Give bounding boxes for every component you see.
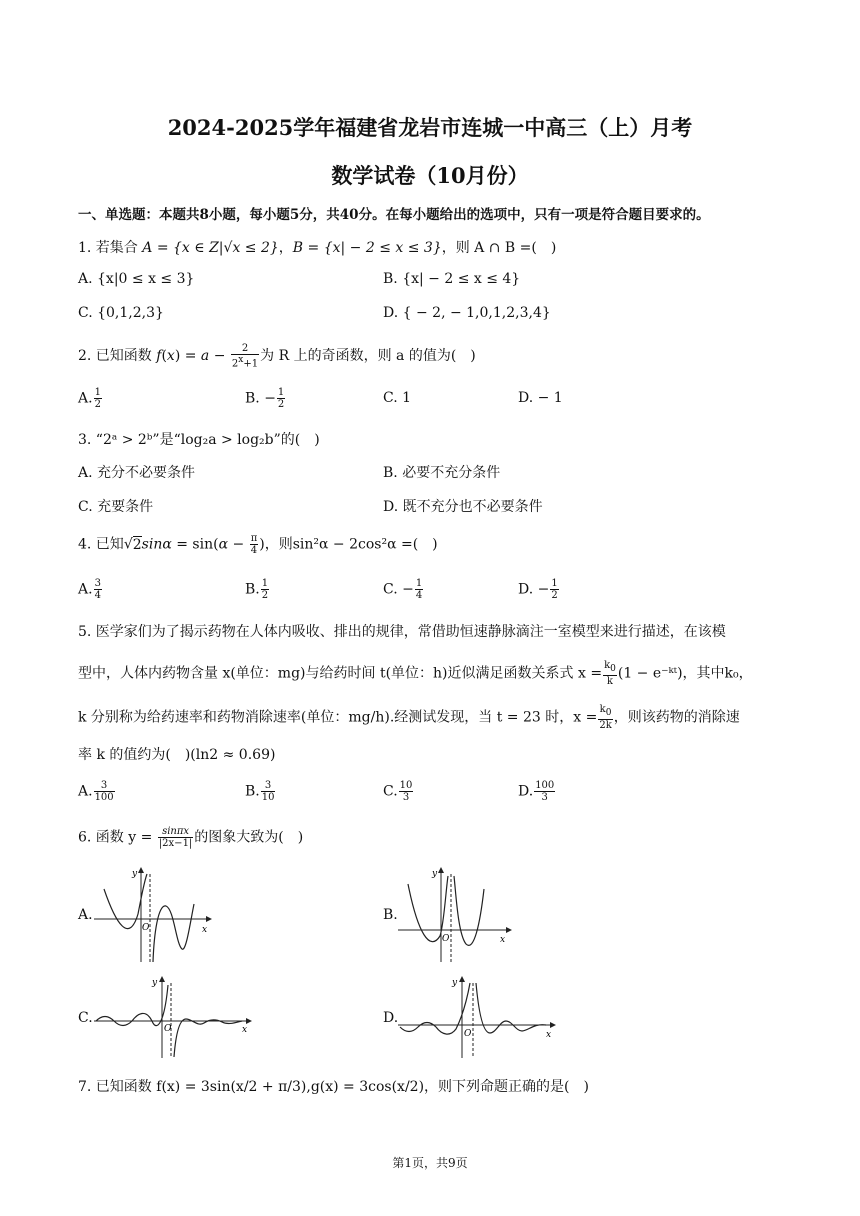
svg-text:x: x [202,925,208,935]
q3-option-d: D. 既不充分也不必要条件 [383,499,543,515]
question-5-line-3: k 分别称为给药速率和药物消除速率(单位：mg/h).经测试发现，当 t = 23 时，x = $\frac{k_0}{2k}$ ，则该药物的消除速 [78,704,740,731]
section-heading: 一、单选题：本题共8小题，每小题5分，共40分。在每小题给出的选项中，只有一项是符合题目要求的。 [78,207,710,223]
q6-option-b-label: B. [383,907,398,923]
q3-option-b: B. 必要不充分条件 [383,465,501,481]
q4-option-a: A. $\frac{3}{4}$ [78,578,101,601]
q5-option-a: A. $\frac{3}{100}$ [78,780,114,803]
q6-option-d-label: D. [383,1010,399,1026]
q2-option-c: C. 1 [383,390,412,406]
q2-option-a: A. $\frac{1}{2}$ [78,387,101,410]
q3-option-c: C. 充要条件 [78,499,154,515]
exam-subtitle: 数学试卷（10月份） [331,163,529,188]
svg-text:x: x [546,1030,552,1040]
question-4: 4. 已知√2sinα = sin(α − $\frac{\pi}{4}$ )，则sin²α − 2cos²α =( ) [78,533,438,556]
question-5-line-1: 5. 医学家们为了揭示药物在人体内吸收、排出的规律，常借助恒速静脉滴注一室模型来进行描述，在该模 [78,624,726,640]
q2-option-b: B. − $\frac{1}{2}$ [245,387,285,410]
q6-option-a-label: A. [78,907,93,923]
svg-text:O: O [442,934,450,944]
question-1: 1. 若集合 A = {x ∈ Z|√x ≤ 2}，B = {x| − 2 ≤ x ≤ 3}，则 A ∩ B =( ) [78,240,557,256]
q3-option-a: A. 充分不必要条件 [78,465,196,481]
q1-option-a: A. {x|0 ≤ x ≤ 3} [78,271,195,287]
q1-option-d: D. { − 2, − 1,0,1,2,3,4} [383,305,551,321]
q6-graph-c [94,975,254,1060]
q5-option-b: B. $\frac{3}{10}$ [245,780,275,803]
svg-text:O: O [164,1024,172,1034]
question-5-line-2: 型中，人体内药物含量 x(单位：mg)与给药时间 t(单位：h)近似满足函数关系式 x = $\frac{k_0}{k}$ (1 − e⁻ᵏᵗ)，其中k₀， [78,660,753,687]
exam-title: 2024-2025学年福建省龙岩市连城一中高三（上）月考 [167,115,693,140]
svg-text:O: O [142,923,150,933]
q5-option-d: D. $\frac{100}{3}$ [518,780,555,803]
question-6: 6. 函数 y = $\frac{\sin\pi x}{|2x-1|}$ 的图象大致为( ) [78,826,304,849]
page-footer: 第1页，共9页 [392,1156,468,1170]
q4-option-d: D. − $\frac{1}{2}$ [518,578,558,601]
svg-text:y: y [152,978,158,988]
q6-option-c-label: C. [78,1010,93,1026]
q6-graph-d [398,975,558,1060]
svg-text:y: y [432,869,438,879]
question-3: 3. “2ᵃ > 2ᵇ”是“log₂a > log₂b”的( ) [78,432,320,448]
svg-text:y: y [452,978,458,988]
q4-option-b: B. $\frac{1}{2}$ [245,578,269,601]
svg-text:x: x [242,1025,248,1035]
svg-text:O: O [464,1029,472,1039]
svg-text:x: x [500,935,506,945]
q2-option-d: D. − 1 [518,390,563,406]
q6-graph-b [398,864,513,964]
svg-text:y: y [132,869,138,879]
q1-option-c: C. {0,1,2,3} [78,305,164,321]
q1-option-b: B. {x| − 2 ≤ x ≤ 4} [383,271,521,287]
q6-graph-a [94,864,214,964]
question-5-line-4: 率 k 的值约为( )(ln2 ≈ 0.69) [78,747,276,763]
q4-option-c: C. − $\frac{1}{4}$ [383,578,423,601]
question-2: 2. 已知函数 f(x) = a − $\frac{2}{2^x+1}$ 为 R 上的奇函数，则 a 的值为( ) [78,343,476,370]
fraction: $\frac{2}{2^x+1}$ [231,343,259,370]
question-7: 7. 已知函数 f(x) = 3sin(x/2 + π/3),g(x) = 3cos(x/2)，则下列命题正确的是( ) [78,1079,589,1095]
q5-option-c: C. $\frac{10}{3}$ [383,780,413,803]
